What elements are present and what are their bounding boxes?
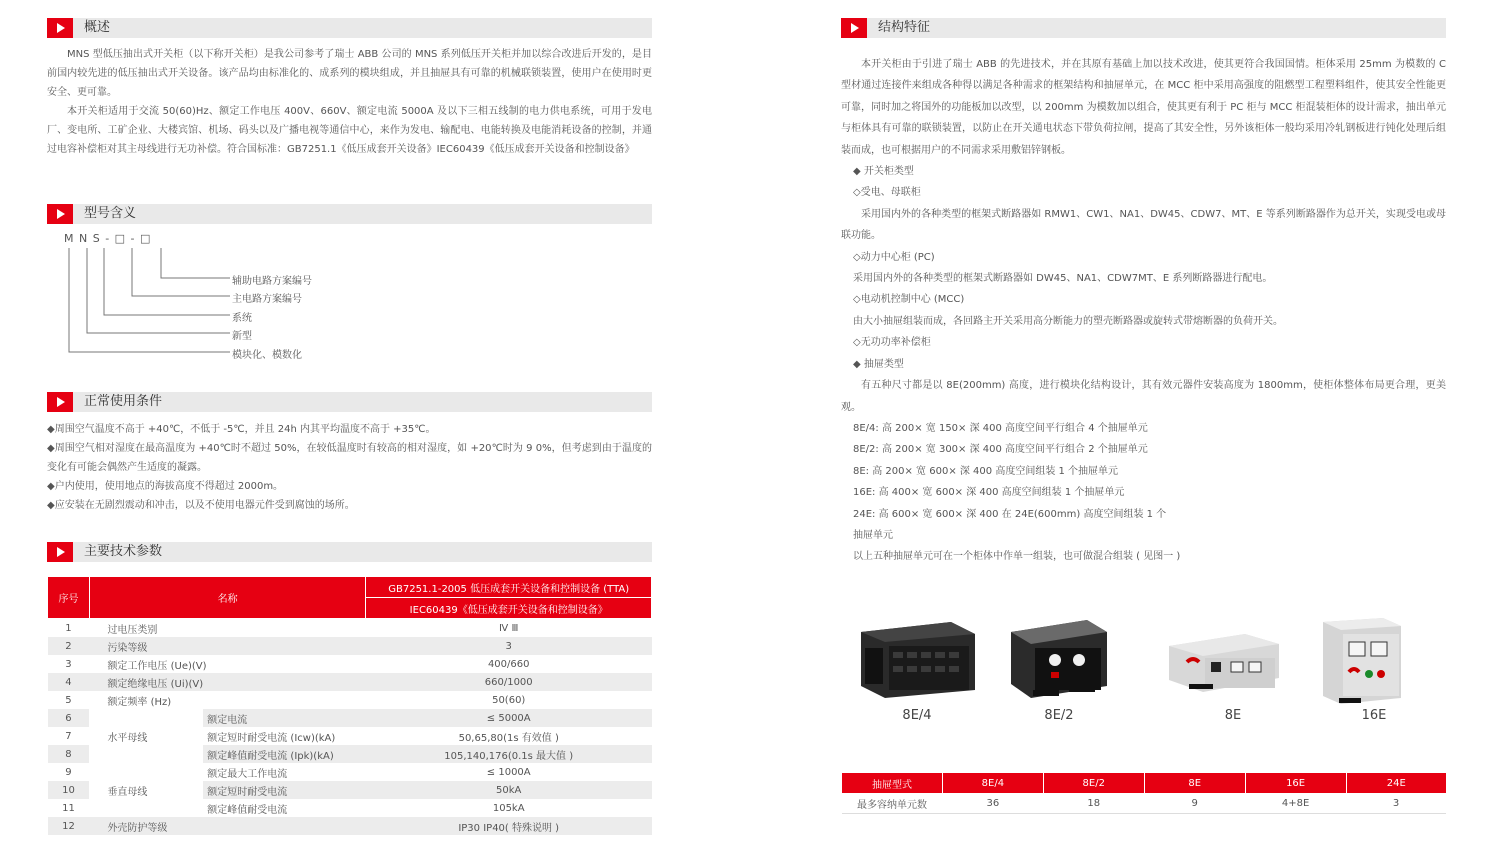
cell-no: 10	[48, 781, 90, 799]
cell-name: 额定最大工作电流	[207, 768, 288, 780]
cell-value: 105kA	[492, 802, 525, 814]
table-row	[48, 673, 652, 691]
paragraph: 有五种尺寸都是以 8E(200mm) 高度，进行模块化结构设计，其有效元器件安装高度为 1800mm，使柜体整体布局更合理，更美观。	[841, 380, 1446, 413]
sub-bullet: ◇无功功率补偿柜	[853, 337, 931, 349]
cell-value: 50(60)	[492, 694, 526, 706]
col-header-std2: IEC60439《低压成套开关设备和控制设备》	[366, 598, 652, 619]
section-header-params	[47, 542, 652, 562]
drawer-8e2-image	[1003, 612, 1111, 702]
drawer-photos	[841, 612, 1446, 732]
cell: 4+8E	[1245, 793, 1346, 814]
table-row	[48, 709, 652, 727]
col-header: 16E	[1245, 773, 1346, 793]
cell-value: Ⅳ Ⅲ	[499, 622, 519, 634]
col-header: 抽屉型式	[842, 773, 943, 793]
cell-value: ≤ 1000A	[486, 766, 531, 778]
condition-item: ◆户内使用，使用地点的海拔高度不得超过 2000m。	[47, 481, 284, 492]
cell-no: 3	[65, 658, 72, 670]
paragraph: MNS 型低压抽出式开关柜（以下称开关柜）是我公司参考了瑞士 ABB 公司的 MNS 系列低压开关柜并加以综合改进后开发的，是目前国内较先进的低压抽出式开关设备。该产品均由标准化的、成系列的模块组成，并且抽屉具有可靠的机械联锁装置，使用户在使用时更安全、更可靠。	[47, 49, 652, 98]
cell: 36	[942, 793, 1043, 814]
photo-label: 8E/4	[902, 708, 932, 723]
sub-bullet: ◇动力中心柜 (PC)	[853, 251, 935, 263]
model-label: 模块化、模数化	[232, 350, 302, 361]
model-label: 新型	[232, 331, 252, 342]
drawer-spec: 8E: 高 200× 宽 600× 深 400 高度空间组装 1 个抽屉单元	[853, 465, 1119, 477]
play-icon	[47, 542, 73, 562]
cell-group: 垂直母线	[89, 763, 203, 817]
cell-name: 额定峰值耐受电流 (Ipk)(kA)	[203, 745, 366, 763]
col-header-std1: GB7251.1-2005 低压成套开关设备和控制设备 (TTA)	[366, 577, 652, 598]
cell-name: 额定工作电压 (Ue)(V)	[107, 660, 207, 672]
model-label: 辅助电路方案编号	[232, 276, 312, 287]
col-header-no: 序号	[48, 577, 90, 619]
paragraph: 采用国内外的各种类型的框架式断路器如 DW45、NA1、CDW7MT、E 系列断路器进行配电。	[853, 273, 1273, 285]
cell: 3	[1346, 793, 1446, 814]
play-icon	[47, 204, 73, 224]
cell-value: ≤ 5000A	[366, 709, 652, 727]
photo-label: 8E/2	[1044, 708, 1074, 723]
paragraph: 本开关柜适用于交流 50(60)Hz、额定工作电压 400V、660V、额定电流 5000A 及以下三相五线制的电力供电系统，可用于发电厂、变电所、工矿企业、大楼宾馆、机场、码头以及广播电视等通信中心，来作为发电、输配电、电能转换及电能消耗设备的控制，并通过电容补偿柜对其主母线进行无功补偿。符合国标准：GB7251.1《低压成套开关设备》IEC60439《低压成套开关设备和控制设备》	[47, 106, 652, 155]
paragraph: 采用国内外的各种类型的框架式断路器如 RMW1、CW1、NA1、DW45、CDW7、MT、E 等系列断路器作为总开关，实现受电或母联功能。	[841, 208, 1446, 242]
drawer-16e-image	[1319, 612, 1405, 706]
sub-bullet: ◇受电、母联柜	[853, 187, 921, 199]
col-header: 8E/2	[1043, 773, 1144, 793]
section-title: 正常使用条件	[84, 394, 163, 409]
cell-name: 额定峰值耐受电流	[207, 804, 288, 816]
section-header-conditions	[47, 392, 652, 412]
table-row	[48, 637, 652, 655]
cell-value: 105,140,176(0.1s 最大值 )	[366, 745, 652, 763]
cell-name: 过电压类别	[107, 624, 158, 636]
bullet: ◆ 开关柜类型	[853, 166, 914, 178]
col-header: 8E/4	[942, 773, 1043, 793]
cell-name: 额定频率 (Hz)	[107, 696, 172, 708]
photo-label: 16E	[1361, 708, 1387, 723]
spec-table	[47, 576, 652, 835]
section-header-model	[47, 204, 652, 224]
cell-name: 额定短时耐受电流 (Icw)(kA)	[207, 732, 336, 744]
conditions-text	[47, 420, 652, 515]
table-row	[48, 655, 652, 673]
drawer-spec: 8E/2: 高 200× 宽 300× 深 400 高度空间平行组合 2 个抽屉单元	[853, 444, 1148, 456]
sub-bullet: ◇电动机控制中心 (MCC)	[853, 294, 965, 306]
drawer-spec: 24E: 高 600× 宽 600× 深 400 在 24E(600mm) 高度空间组装 1 个	[853, 508, 1167, 520]
section-header-overview	[47, 18, 652, 38]
paragraph: 本开关柜由于引进了瑞士 ABB 的先进技术，并在其原有基础上加以技术改进，使其更符合我国国情。柜体采用 25mm 为模数的 C 型材通过连接件来组成各种得以满足各种需求的框架结构和抽屉单元，在 MCC 柜中采用高强度的阻燃型工程塑料组件，使其安全性能更可靠，同时加之将国外的功能板加以改型，以 200mm 为模数加以组合，使其更有利于 PC 柜与 MCC 柜混装柜体的设计需求，抽出单元与柜体具有可靠的联锁装置，以防止在开关通电状态下带负荷拉闸，提高了其安全性，另外该柜体一般均采用冷轧钢板进行钝化处理后组装而成，也可根据用户的不同需求采用敷铝锌钢板。	[841, 59, 1446, 156]
table-header-row	[842, 773, 1447, 793]
section-title: 主要技术参数	[84, 544, 163, 559]
cell: 最多容纳单元数	[842, 793, 943, 814]
cell-no: 2	[48, 637, 90, 655]
cell-no: 12	[48, 817, 90, 835]
photo-label: 8E	[1224, 708, 1242, 723]
paragraph: 由大小抽屉组装而成，各回路主开关采用高分断能力的塑壳断路器或旋转式带熔断器的负荷开关。	[853, 315, 1283, 327]
col-header-name: 名称	[89, 577, 365, 619]
table-row	[48, 817, 652, 835]
condition-item: ◆周围空气温度不高于 +40℃，不低于 -5℃，并且 24h 内其平均温度不高于 +35℃。	[47, 424, 436, 435]
section-title: 型号含义	[84, 206, 137, 221]
drawer-8e4-image	[855, 612, 977, 702]
cell-no: 1	[65, 622, 72, 634]
play-icon	[841, 18, 867, 38]
drawer-8e-image	[1165, 622, 1283, 702]
cell-name: 污染等级	[89, 637, 365, 655]
cell: 9	[1144, 793, 1245, 814]
features-text	[841, 54, 1446, 568]
play-icon	[47, 392, 73, 412]
model-label: 主电路方案编号	[232, 294, 302, 305]
col-header: 24E	[1346, 773, 1446, 793]
cell-no: 5	[65, 694, 72, 706]
model-label: 系统	[232, 313, 252, 324]
cell-no: 6	[48, 709, 90, 727]
drawer-spec: 抽屉单元	[853, 529, 893, 541]
col-header: 8E	[1144, 773, 1245, 793]
cell-value: 400/660	[487, 658, 530, 670]
cell-name: 外壳防护等级	[89, 817, 365, 835]
section-title: 结构特征	[878, 20, 931, 35]
paragraph: 以上五种抽屉单元可在一个柜体中作单一组装，也可做混合组装 ( 见图一 )	[853, 551, 1181, 563]
play-icon	[47, 18, 73, 38]
drawer-spec: 16E: 高 400× 宽 600× 深 400 高度空间组装 1 个抽屉单元	[853, 487, 1125, 499]
model-diagram-lines	[47, 234, 347, 364]
cell-value: 660/1000	[366, 673, 652, 691]
cell-value: 50kA	[366, 781, 652, 799]
cell-value: 3	[366, 637, 652, 655]
overview-text	[47, 45, 652, 159]
condition-item: ◆周围空气相对湿度在最高温度为 +40℃时不超过 50%，在较低温度时有较高的相对湿度，如 +20℃时为 9 0%，但考虑到由于温度的变化有可能会偶然产生适度的凝露。	[47, 443, 652, 473]
condition-item: ◆应安装在无剧烈震动和冲击，以及不使用电器元件受到腐蚀的场所。	[47, 500, 355, 511]
table-row	[842, 793, 1447, 814]
cell: 18	[1043, 793, 1144, 814]
cell-name: 额定短时耐受电流	[203, 781, 366, 799]
model-code: M N S - □ - □	[64, 232, 152, 245]
cell-no: 9	[65, 766, 72, 778]
table-row	[48, 691, 652, 709]
drawer-spec: 8E/4: 高 200× 宽 150× 深 400 高度空间平行组合 4 个抽屉单元	[853, 422, 1148, 434]
cell-no: 7	[65, 730, 72, 742]
section-title: 概述	[84, 20, 111, 35]
table-row	[48, 619, 652, 638]
cell-no: 11	[62, 802, 75, 814]
bullet: ◆ 抽屉类型	[853, 358, 904, 370]
cell-value: 50,65,80(1s 有效值 )	[458, 732, 559, 744]
section-header-features	[841, 18, 1446, 38]
cell-no: 4	[48, 673, 90, 691]
cell-name: 额定绝缘电压 (Ui)(V)	[89, 673, 365, 691]
table-row	[48, 763, 652, 781]
cell-name: 额定电流	[203, 709, 366, 727]
drawer-capacity-table	[841, 773, 1446, 814]
cell-no: 8	[48, 745, 90, 763]
cell-value: IP30 IP40( 特殊说明 )	[366, 817, 652, 835]
cell-group: 水平母线	[89, 709, 203, 763]
